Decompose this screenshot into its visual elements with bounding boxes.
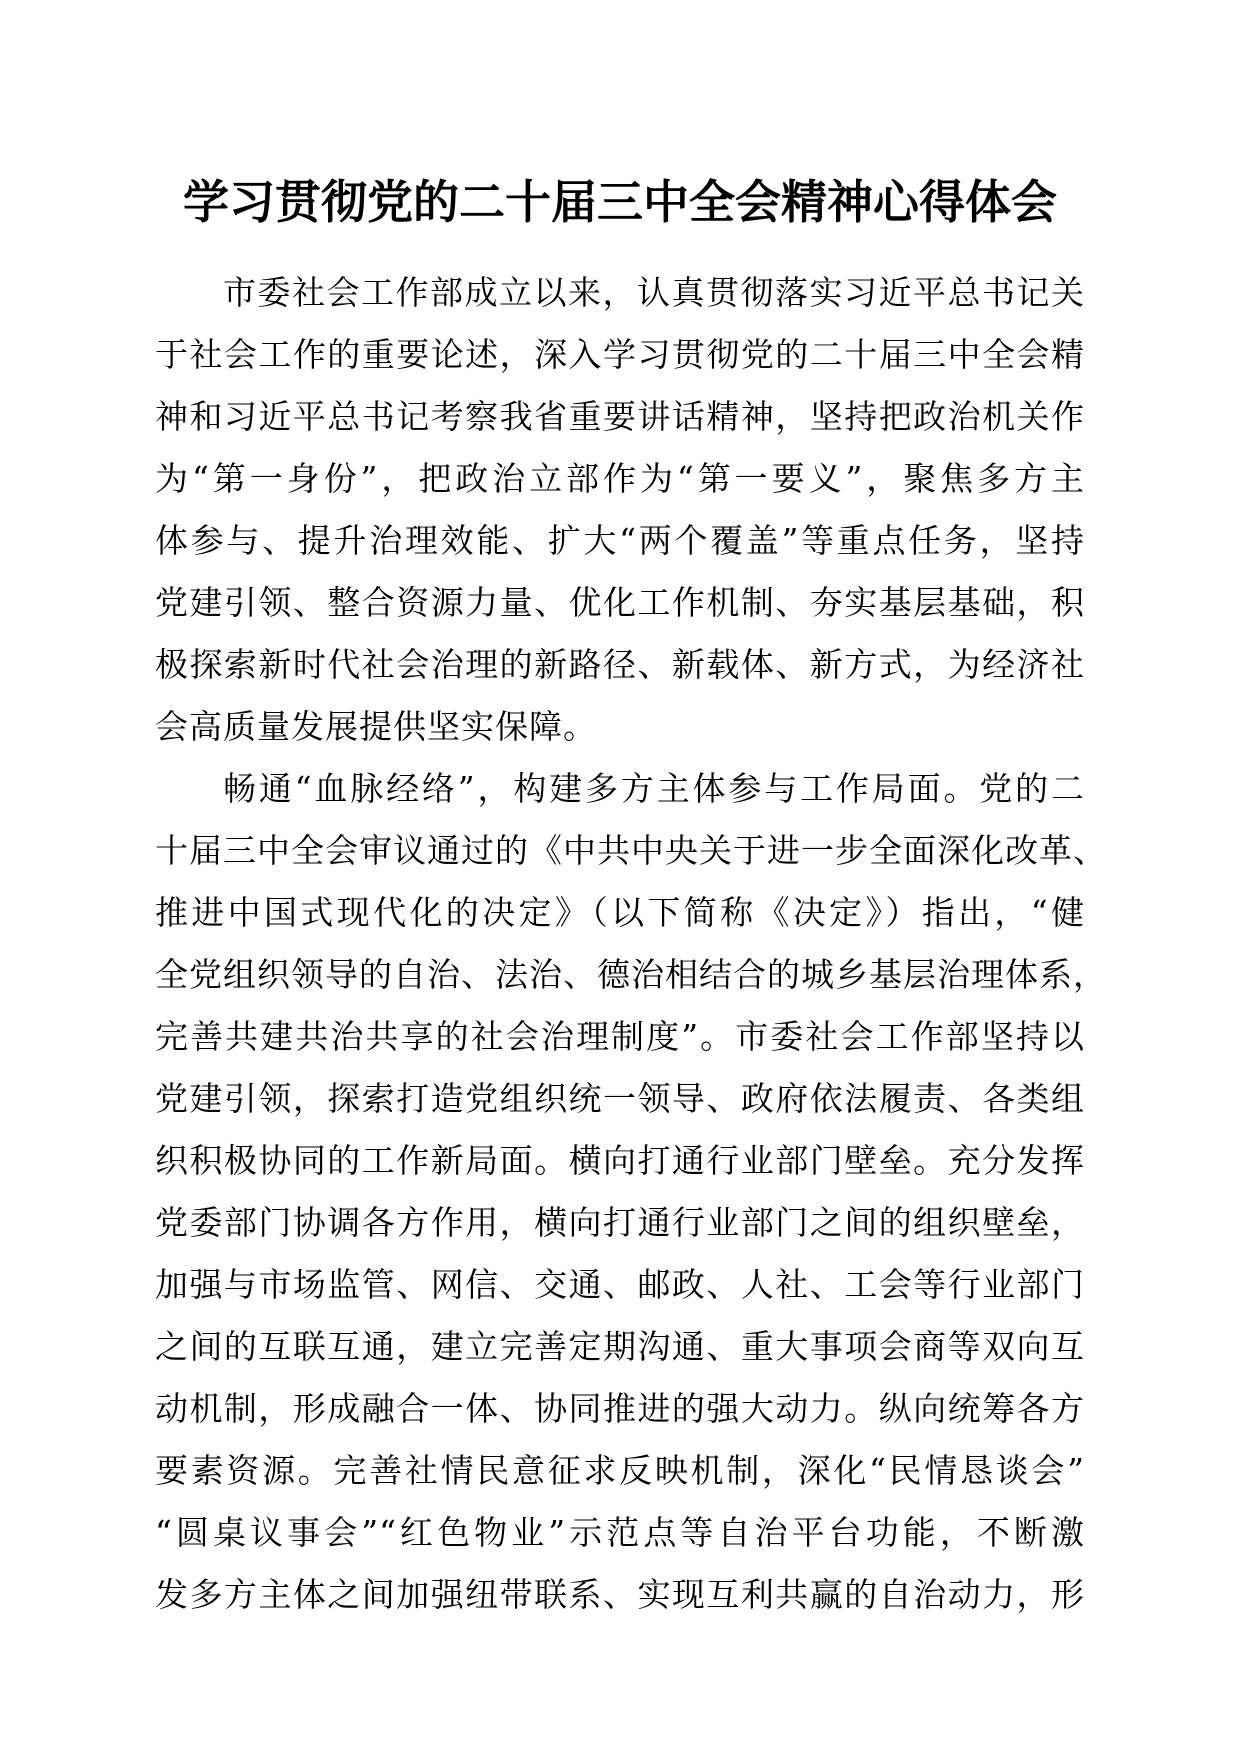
paragraph-line: 全党组织领导的自治、法治、德治相结合的城乡基层治理体系， xyxy=(155,955,1107,994)
paragraph-line: 完善共建共治共享的社会治理制度”。市委社会工作部坚持以 xyxy=(155,1017,1085,1056)
paragraph-line: 神和习近平总书记考察我省重要讲话精神，坚持把政治机关作 xyxy=(155,397,1085,436)
document-body xyxy=(155,262,1107,1626)
paragraph-line: 党建引领、整合资源力量、优化工作机制、夯实基层基础，积 xyxy=(155,583,1085,622)
paragraph-line: 发多方主体之间加强纽带联系、实现互利共赢的自治动力，形 xyxy=(155,1575,1085,1614)
paragraph-line: 市委社会工作部成立以来，认真贯彻落实习近平总书记关 xyxy=(223,273,1085,312)
paragraph-line: 党建引领，探索打造党组织统一领导、政府依法履责、各类组 xyxy=(155,1079,1085,1118)
paragraph-line: 畅通“血脉经络”，构建多方主体参与工作局面。党的二 xyxy=(223,769,1085,808)
paragraph-line: 动机制，形成融合一体、协同推进的强大动力。纵向统筹各方 xyxy=(155,1389,1085,1428)
document-title: 学习贯彻党的二十届三中全会精神心得体会 xyxy=(183,175,1057,229)
paragraph-line: 极探索新时代社会治理的新路径、新载体、新方式，为经济社 xyxy=(155,645,1085,684)
paragraph-1 xyxy=(155,262,1085,758)
paragraph-2 xyxy=(155,758,1107,1626)
paragraph-line: 十届三中全会审议通过的《中共中央关于进一步全面深化改革、 xyxy=(155,831,1107,870)
paragraph-line: 于社会工作的重要论述，深入学习贯彻党的二十届三中全会精 xyxy=(155,335,1085,374)
paragraph-line: 体参与、提升治理效能、扩大“两个覆盖”等重点任务，坚持 xyxy=(155,521,1085,560)
paragraph-line: 党委部门协调各方作用，横向打通行业部门之间的组织壁垒， xyxy=(155,1203,1085,1242)
paragraph-line: 要素资源。完善社情民意征求反映机制，深化“民情恳谈会” xyxy=(155,1451,1085,1490)
paragraph-line: 之间的互联互通，建立完善定期沟通、重大事项会商等双向互 xyxy=(155,1327,1085,1366)
paragraph-line: “圆桌议事会”“红色物业”示范点等自治平台功能，不断激 xyxy=(155,1513,1085,1552)
paragraph-line: 织积极协同的工作新局面。横向打通行业部门壁垒。充分发挥 xyxy=(155,1141,1085,1180)
paragraph-line: 为“第一身份”，把政治立部作为“第一要义”，聚焦多方主 xyxy=(155,459,1085,498)
paragraph-line: 会高质量发展提供坚实保障。 xyxy=(155,707,597,746)
paragraph-line: 推进中国式现代化的决定》（以下简称《决定》）指出，“健 xyxy=(155,893,1085,932)
paragraph-line: 加强与市场监管、网信、交通、邮政、人社、工会等行业部门 xyxy=(155,1265,1085,1304)
